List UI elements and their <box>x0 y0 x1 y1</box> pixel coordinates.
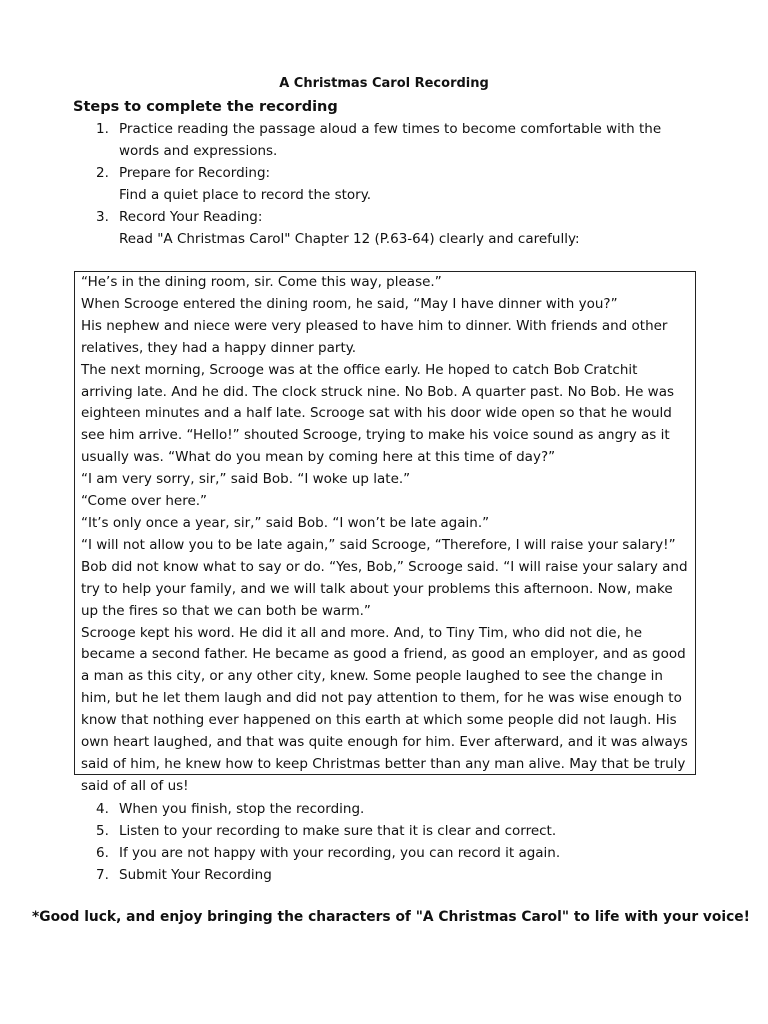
step-subtext: Read "A Christmas Carol" Chapter 12 (P.63-64) clearly and carefully: <box>119 231 580 247</box>
passage-paragraph: “I am very sorry, sir,” said Bob. “I woke up late.” <box>81 471 411 488</box>
step-item <box>0 864 699 886</box>
step-item <box>0 206 699 250</box>
step-text: Prepare for Recording: <box>119 165 271 181</box>
step-number: 5. <box>96 823 109 839</box>
passage-paragraph: When Scrooge entered the dining room, he said, “May I have dinner with you?” <box>81 295 618 312</box>
step-text: Submit Your Recording <box>119 867 272 883</box>
step-item <box>0 820 699 842</box>
page-title: A Christmas Carol Recording <box>279 76 489 91</box>
step-item <box>0 842 699 864</box>
passage-paragraph: His nephew and niece were very pleased to have him to dinner. With friends and other relatives, they had a happy dinner party. <box>81 317 668 356</box>
step-number: 4. <box>96 801 109 817</box>
step-item <box>0 118 699 162</box>
step-subtext: Find a quiet place to record the story. <box>119 187 372 203</box>
steps-list-top <box>0 118 699 250</box>
closing-message: *Good luck, and enjoy bringing the characters of "A Christmas Carol" to life with your voice! <box>32 909 750 925</box>
step-number: 1. <box>96 121 109 137</box>
step-text: If you are not happy with your recording, you can record it again. <box>119 845 561 861</box>
passage-paragraph: “Come over here.” <box>81 493 208 510</box>
step-text: Listen to your recording to make sure that it is clear and correct. <box>119 823 557 839</box>
step-number: 6. <box>96 845 109 861</box>
passage-paragraph: Bob did not know what to say or do. “Yes, Bob,” Scrooge said. “I will raise your salary and try to help your family, and we will talk about your problems this afternoon. Now, make up the fires so that we can both be warm.” <box>81 558 688 619</box>
passage-paragraph: Scrooge kept his word. He did it all and more. And, to Tiny Tim, who did not die, he became a second father. He became as good a friend, as good an employer, and as good a man as this city, or any other city, knew. Some people laughed to see the change in him, but he let them laugh and did not pay attention to them, for he was wise enough to know that nothing ever happened on this earth at which some people did not laugh. His own heart laughed, and that was quite enough for him. Ever afterward, and it was always said of him, he knew how to keep Christmas better than any man alive. May that be truly said of all of us! <box>81 624 688 794</box>
step-item <box>0 162 699 206</box>
step-number: 2. <box>96 165 109 181</box>
step-number: 7. <box>96 867 109 883</box>
section-heading: Steps to complete the recording <box>73 99 338 115</box>
steps-list-bottom <box>0 798 699 886</box>
step-number: 3. <box>96 209 109 225</box>
passage-paragraph: “I will not allow you to be late again,” said Scrooge, “Therefore, I will raise your salary!” <box>81 536 676 553</box>
passage-paragraph: “He’s in the dining room, sir. Come this way, please.” <box>81 274 442 290</box>
step-text: Record Your Reading: <box>119 209 263 225</box>
passage-paragraph: The next morning, Scrooge was at the office early. He hoped to catch Bob Cratchit arriving late. And he did. The clock struck nine. No Bob. A quarter past. No Bob. He was eighteen minutes and a half late. Scrooge sat with his door wide open so that he would see him arrive. “Hello!” shouted Scrooge, trying to make his voice sound as angry as it usually was. “What do you mean by coming here at this time of day?” <box>81 361 675 466</box>
step-text: Practice reading the passage aloud a few times to become comfortable with the words and expressions. <box>119 121 662 159</box>
step-text: When you finish, stop the recording. <box>119 801 365 817</box>
passage-paragraph: “It’s only once a year, sir,” said Bob. “I won’t be late again.” <box>81 514 490 531</box>
step-item <box>0 798 699 820</box>
passage-box <box>74 271 696 794</box>
